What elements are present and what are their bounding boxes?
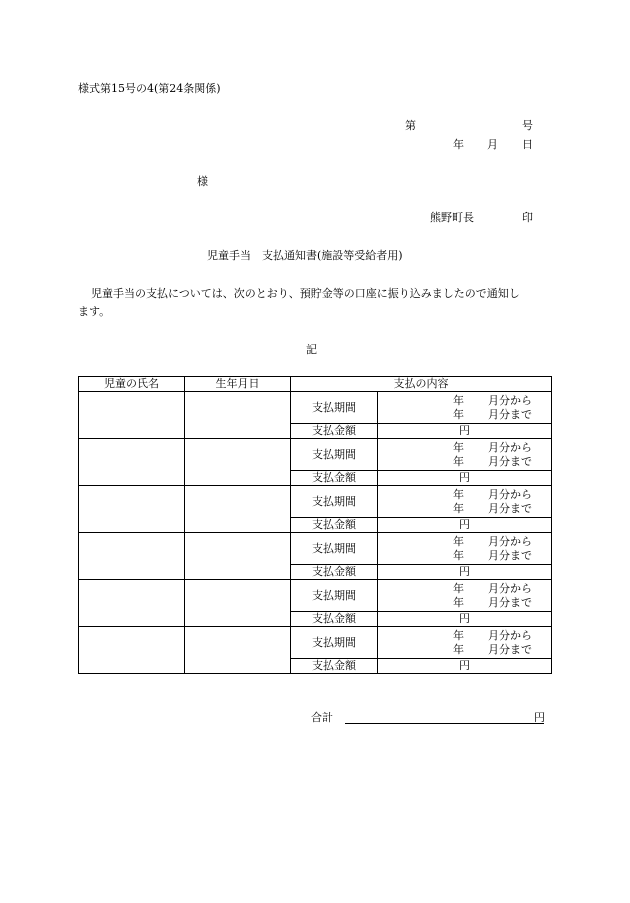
- period-from-year: 年: [453, 629, 464, 642]
- period-from-month: 月分から: [488, 394, 532, 407]
- table-row: [79, 392, 552, 424]
- amount-value-cell[interactable]: [378, 565, 552, 580]
- birth-date-cell[interactable]: [185, 439, 291, 486]
- amount-label: 支払金額: [291, 518, 378, 533]
- period-to-month: 月分まで: [488, 643, 532, 656]
- amount-yen: 円: [459, 565, 470, 578]
- child-name-cell[interactable]: [79, 439, 185, 486]
- period-from-year: 年: [453, 488, 464, 501]
- date-month: 月: [487, 138, 498, 151]
- period-label: 支払期間: [291, 439, 378, 471]
- total-label: 合計: [311, 711, 333, 724]
- period-to-month: 月分まで: [488, 455, 532, 468]
- table-row: [79, 439, 552, 471]
- child-name-cell[interactable]: [79, 533, 185, 580]
- table-row: [79, 580, 552, 612]
- header-birth-date: 生年月日: [185, 377, 291, 392]
- period-from-year: 年: [453, 582, 464, 595]
- amount-yen: 円: [459, 612, 470, 625]
- total-yen: 円: [534, 711, 545, 724]
- birth-date-cell[interactable]: [185, 392, 291, 439]
- period-from-month: 月分から: [488, 629, 532, 642]
- payment-table: [78, 376, 552, 674]
- child-name-cell[interactable]: [79, 486, 185, 533]
- period-to-month: 月分まで: [488, 502, 532, 515]
- period-value-cell[interactable]: [378, 580, 552, 612]
- period-to-year: 年: [453, 596, 464, 609]
- birth-date-cell[interactable]: [185, 533, 291, 580]
- period-to-year: 年: [453, 502, 464, 515]
- date-day: 日: [522, 138, 533, 151]
- birth-date-cell[interactable]: [185, 627, 291, 674]
- period-from-month: 月分から: [488, 582, 532, 595]
- document-title: 児童手当 支払通知書(施設等受給者用): [207, 249, 403, 262]
- header-payment-content: 支払の内容: [291, 377, 552, 392]
- period-to-month: 月分まで: [488, 596, 532, 609]
- period-label: 支払期間: [291, 580, 378, 612]
- amount-label: 支払金額: [291, 471, 378, 486]
- amount-value-cell[interactable]: [378, 659, 552, 674]
- date-year: 年: [453, 138, 464, 151]
- number-prefix: 第: [405, 119, 416, 132]
- amount-value-cell[interactable]: [378, 518, 552, 533]
- period-to-year: 年: [453, 408, 464, 421]
- period-value-cell[interactable]: [378, 533, 552, 565]
- period-from-year: 年: [453, 535, 464, 548]
- period-label: 支払期間: [291, 533, 378, 565]
- number-suffix: 号: [522, 119, 533, 132]
- amount-yen: 円: [459, 424, 470, 437]
- body-text-line-1: 児童手当の支払については、次のとおり、預貯金等の口座に振り込みましたので通知し: [91, 287, 520, 300]
- period-from-year: 年: [453, 441, 464, 454]
- amount-yen: 円: [459, 471, 470, 484]
- birth-date-cell[interactable]: [185, 580, 291, 627]
- period-to-month: 月分まで: [488, 408, 532, 421]
- amount-yen: 円: [459, 659, 470, 672]
- amount-label: 支払金額: [291, 424, 378, 439]
- period-label: 支払期間: [291, 627, 378, 659]
- addressee-suffix: 様: [197, 175, 208, 188]
- period-to-year: 年: [453, 549, 464, 562]
- period-from-month: 月分から: [488, 488, 532, 501]
- amount-label: 支払金額: [291, 565, 378, 580]
- period-to-year: 年: [453, 643, 464, 656]
- form-number: 様式第15号の4(第24条関係): [78, 82, 221, 95]
- birth-date-cell[interactable]: [185, 486, 291, 533]
- child-name-cell[interactable]: [79, 580, 185, 627]
- body-text-line-2: ます。: [78, 305, 111, 318]
- period-value-cell[interactable]: [378, 439, 552, 471]
- period-value-cell[interactable]: [378, 486, 552, 518]
- amount-yen: 円: [459, 518, 470, 531]
- amount-value-cell[interactable]: [378, 471, 552, 486]
- amount-label: 支払金額: [291, 612, 378, 627]
- table-row: [79, 533, 552, 565]
- period-value-cell[interactable]: [378, 627, 552, 659]
- total-amount-line: [345, 723, 544, 724]
- child-name-cell[interactable]: [79, 392, 185, 439]
- period-label: 支払期間: [291, 486, 378, 518]
- amount-value-cell[interactable]: [378, 424, 552, 439]
- period-label: 支払期間: [291, 392, 378, 424]
- amount-value-cell[interactable]: [378, 612, 552, 627]
- period-from-month: 月分から: [488, 441, 532, 454]
- child-name-cell[interactable]: [79, 627, 185, 674]
- issuer-seal: 印: [522, 211, 533, 224]
- period-to-month: 月分まで: [488, 549, 532, 562]
- header-child-name: 児童の氏名: [79, 377, 185, 392]
- period-value-cell[interactable]: [378, 392, 552, 424]
- table-row: [79, 486, 552, 518]
- period-to-year: 年: [453, 455, 464, 468]
- period-from-month: 月分から: [488, 535, 532, 548]
- period-from-year: 年: [453, 394, 464, 407]
- amount-label: 支払金額: [291, 659, 378, 674]
- issuer-name: 熊野町長: [430, 211, 474, 224]
- table-row: [79, 627, 552, 659]
- ki-heading: 記: [306, 343, 317, 356]
